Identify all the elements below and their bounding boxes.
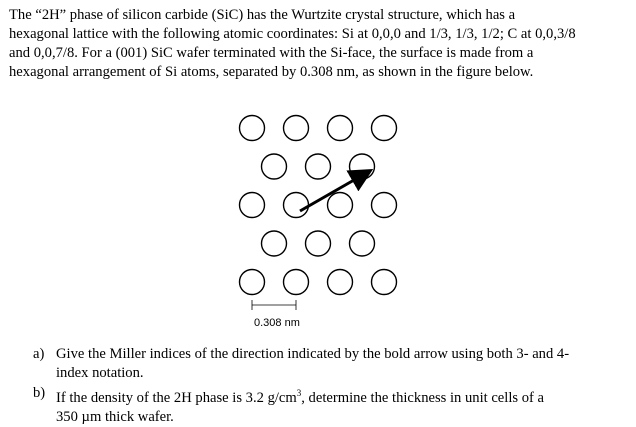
problem-statement (9, 6, 633, 82)
si-atom (262, 231, 287, 256)
question-a-label: a) (33, 346, 45, 362)
problem-line-1: The “2H” phase of silicon carbide (SiC) has the Wurtzite crystal structure, which has a (9, 7, 516, 23)
scale-bar-label: 0.308 nm (254, 317, 300, 329)
si-atom (372, 270, 397, 295)
si-atom (284, 270, 309, 295)
problem-line-4: hexagonal arrangement of Si atoms, separated by 0.308 nm, as shown in the figure below. (9, 64, 534, 80)
cubic-superscript: 3 (296, 388, 302, 398)
problem-line-3: and 0,0,7/8. For a (001) SiC wafer terminated with the Si-face, the surface is made from a (9, 45, 534, 61)
question-b-line-1-end: , determine the thickness in unit cells of a (301, 389, 545, 406)
si-atom (350, 154, 375, 179)
direction-arrow (300, 172, 368, 211)
problem-line-2: hexagonal lattice with the following atomic coordinates: Si at 0,0,0 and 1/3, 1/3, 1/2; C at 0,0,3/8 (9, 26, 576, 42)
si-atom (372, 193, 397, 218)
si-atom (262, 154, 287, 179)
question-a-line-2: index notation. (56, 365, 144, 381)
question-b-line-1 (56, 384, 626, 408)
question-a-line-1: Give the Miller indices of the direction indicated by the bold arrow using both 3- and 4- (56, 346, 570, 362)
question-b-line-2: 350 µm thick wafer. (56, 408, 174, 425)
scale-bar (252, 300, 296, 310)
si-atom-group (240, 116, 397, 295)
si-atom (328, 116, 353, 141)
si-atom (306, 231, 331, 256)
si-atom (284, 116, 309, 141)
question-b-label: b) (33, 385, 46, 401)
si-atom (372, 116, 397, 141)
si-atom (306, 154, 331, 179)
question-b-line-1-start: If the density of the 2H phase is 3.2 g/cm (56, 389, 297, 406)
si-atom (240, 116, 265, 141)
si-atom (328, 193, 353, 218)
si-atom (240, 193, 265, 218)
si-atom (328, 270, 353, 295)
si-atom (350, 231, 375, 256)
si-atom (240, 270, 265, 295)
si-atom (284, 193, 309, 218)
